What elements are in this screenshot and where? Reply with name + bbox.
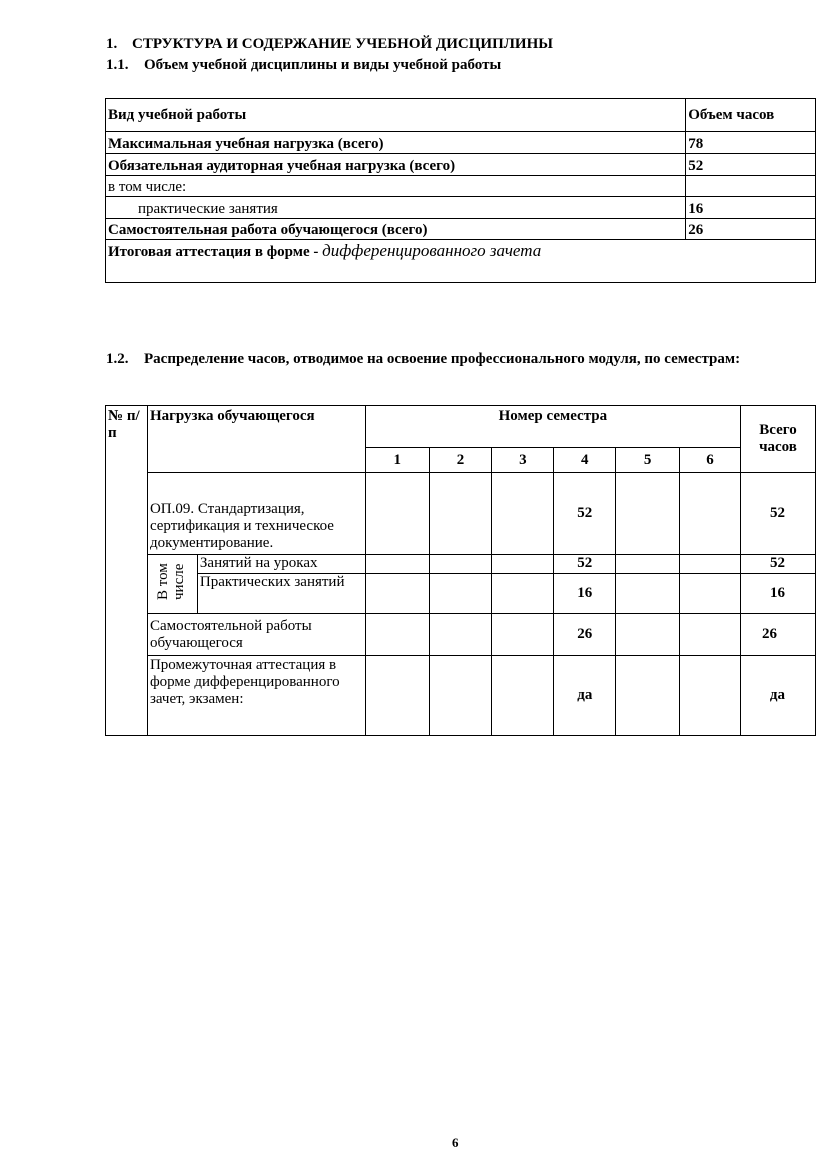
section-1-title: СТРУКТУРА И СОДЕРЖАНИЕ УЧЕБНОЙ ДИСЦИПЛИНЫ [132,36,553,52]
row-value: 16 [686,197,816,219]
lessons-sem4: 52 [554,555,616,574]
final-attestation-value: дифференцированного зачета [322,241,542,260]
practical-sem4: 16 [554,574,616,614]
including-label: В том числе [155,563,188,600]
final-attestation-label: Итоговая аттестация в форме - [108,244,323,260]
row-value: 52 [686,154,816,176]
lessons-total: 52 [740,555,815,574]
discipline-sem4: 52 [554,473,616,555]
section-1-1-title: Объем учебной дисциплины и виды учебной работы [144,57,502,73]
semester-1: 1 [365,448,429,473]
table-row [106,176,816,197]
row-label: Самостоятельная работа обучающегося (всего) [106,219,686,240]
discipline-total: 52 [740,473,815,555]
semester-5: 5 [616,448,680,473]
header-row-number: № п/п [106,406,148,736]
row-label: Максимальная учебная нагрузка (всего) [106,132,686,154]
table-row [106,473,816,555]
table-header-row [106,99,816,132]
page-number: 6 [452,1135,459,1150]
row-label: Обязательная аудиторная учебная нагрузка (всего) [106,154,686,176]
header-student-load: Нагрузка обучающегося [147,406,365,473]
semester-2: 2 [429,448,492,473]
semester-4: 4 [554,448,616,473]
semester-6: 6 [680,448,741,473]
including-cell [147,555,197,614]
final-attestation-row [106,240,816,283]
row-value: 78 [686,132,816,154]
attestation-label: Промежуточная аттестация в форме дифференцированного зачет, экзамен: [147,656,365,736]
practical-total: 16 [740,574,815,614]
semester-3: 3 [492,448,554,473]
row-value: 26 [686,219,816,240]
independent-total: 26 [740,614,815,656]
section-1-heading [106,36,553,53]
semester-hours-table [105,405,816,736]
attestation-sem4: да [554,656,616,736]
header-hours: Объем часов [686,99,816,132]
table-row [106,219,816,240]
row-label: практические занятия [106,197,686,219]
practical-label: Практических занятий [197,574,365,614]
header-semester-number: Номер семестра [365,406,740,448]
section-1-2-heading [106,351,740,368]
table-row [106,132,816,154]
table-row [106,574,816,614]
section-1-2-number: 1.2. [106,351,129,367]
lessons-label: Занятий на уроках [197,555,365,574]
section-1-number: 1. [106,36,118,52]
table-row [106,154,816,176]
table-row [106,614,816,656]
workload-table [105,98,816,283]
independent-label: Самостоятельной работы обучающегося [147,614,365,656]
section-1-2-title: Распределение часов, отводимое на освоение профессионального модуля, по семестрам: [144,351,741,367]
row-value [686,176,816,197]
section-1-1-number: 1.1. [106,57,129,73]
row-label: в том числе: [106,176,686,197]
discipline-label: ОП.09. Стандартизация, сертификация и техническое документирование. [147,473,365,555]
final-attestation-cell [106,240,816,283]
header-work-type: Вид учебной работы [106,99,686,132]
table-row [106,656,816,736]
section-1-1-heading [106,57,501,74]
header-total-hours: Всего часов [740,406,815,473]
attestation-total: да [740,656,815,736]
table-row [106,555,816,574]
independent-sem4: 26 [554,614,616,656]
table-row [106,197,816,219]
